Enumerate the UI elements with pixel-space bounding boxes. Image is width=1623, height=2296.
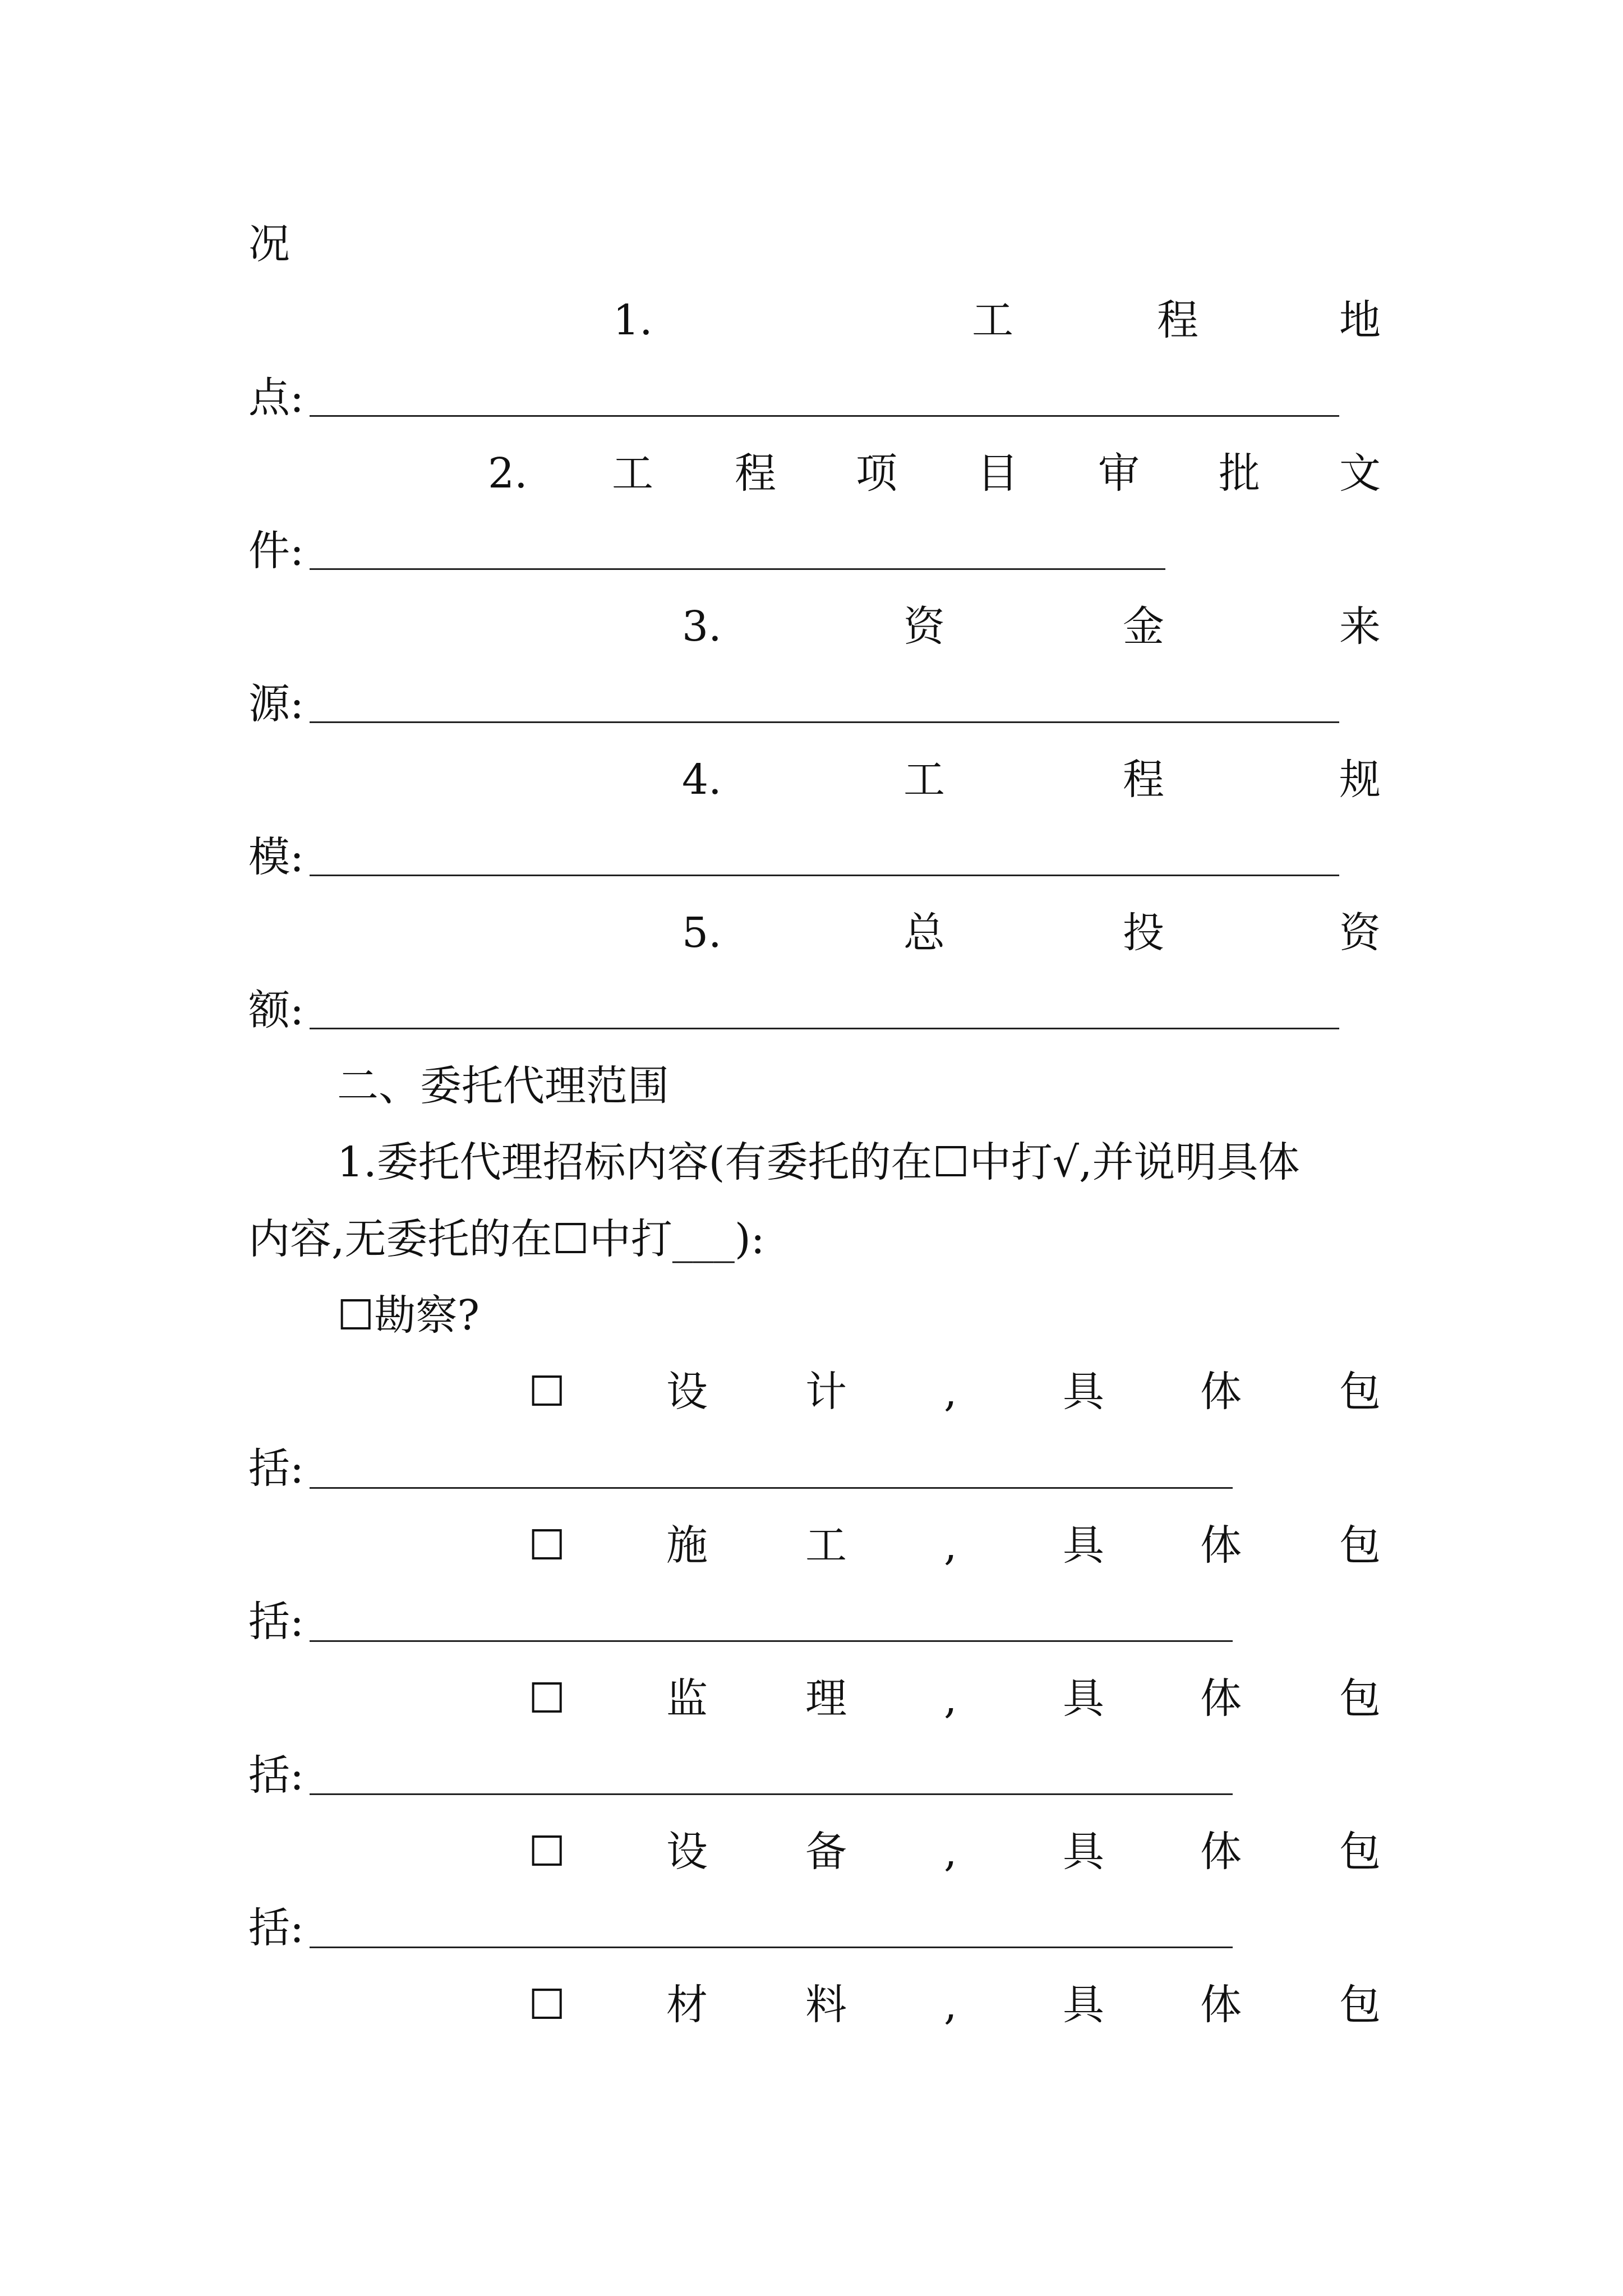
justified-char: 审 bbox=[1098, 449, 1140, 498]
paragraph-line: 1.委托代理招标内容(有委托的在☐中打√,并说明具体 bbox=[337, 1138, 1300, 1186]
justified-char: 包 bbox=[1339, 1368, 1381, 1416]
section-heading: 二、委托代理范围 bbox=[337, 1062, 669, 1110]
fill-in-blank[interactable] bbox=[310, 1487, 1233, 1489]
checkbox[interactable]: ☐ bbox=[528, 1368, 566, 1416]
item-number: 3. bbox=[682, 602, 722, 651]
fill-in-blank[interactable] bbox=[310, 415, 1339, 417]
justified-char: 包 bbox=[1339, 1521, 1381, 1570]
justified-char: 工 bbox=[903, 756, 945, 804]
justified-char: 资 bbox=[903, 602, 945, 651]
justified-char: 材 bbox=[666, 1981, 708, 2029]
justified-char: 规 bbox=[1339, 756, 1381, 804]
justified-char: 包 bbox=[1339, 1828, 1381, 1876]
justified-char: 体 bbox=[1200, 1981, 1242, 2029]
field-label: 括: bbox=[248, 1598, 304, 1646]
justified-char: 体 bbox=[1200, 1368, 1242, 1416]
justified-char: 具 bbox=[1063, 1674, 1104, 1723]
justified-char: 目 bbox=[977, 449, 1018, 498]
justified-char: 具 bbox=[1063, 1521, 1104, 1570]
justified-char: 批 bbox=[1219, 449, 1260, 498]
justified-char: 备 bbox=[805, 1828, 847, 1876]
justified-char: 设 bbox=[666, 1828, 708, 1876]
field-label: 括: bbox=[248, 1444, 304, 1493]
justified-char: 具 bbox=[1063, 1368, 1104, 1416]
justified-char: 体 bbox=[1200, 1521, 1242, 1570]
justified-char: 计 bbox=[805, 1368, 847, 1416]
justified-char: , bbox=[944, 1828, 957, 1876]
justified-char: 监 bbox=[666, 1674, 708, 1723]
justified-char: 理 bbox=[805, 1674, 847, 1723]
paragraph-line: 内容,无委托的在☐中打___): bbox=[248, 1215, 765, 1263]
justified-char: 文 bbox=[1339, 449, 1381, 498]
field-label: 模: bbox=[248, 833, 304, 881]
justified-char: 地 bbox=[1339, 296, 1381, 344]
justified-char: , bbox=[944, 1674, 957, 1723]
checkbox[interactable]: ☐ bbox=[528, 1521, 566, 1570]
justified-char: 程 bbox=[1157, 296, 1198, 344]
checkbox[interactable]: ☐ bbox=[528, 1674, 566, 1723]
justified-char: , bbox=[944, 1368, 957, 1416]
fill-in-blank[interactable] bbox=[310, 1640, 1233, 1642]
checkbox[interactable]: ☐ bbox=[528, 1828, 566, 1876]
justified-char: 具 bbox=[1063, 1828, 1104, 1876]
item-number: 5. bbox=[682, 909, 722, 957]
justified-char: 工 bbox=[805, 1521, 847, 1570]
justified-char: 设 bbox=[666, 1368, 708, 1416]
justified-char: , bbox=[944, 1521, 957, 1570]
justified-char: 总 bbox=[903, 909, 945, 957]
justified-char: 程 bbox=[1123, 756, 1164, 804]
fill-in-blank[interactable] bbox=[310, 721, 1339, 723]
fill-in-blank[interactable] bbox=[310, 875, 1339, 876]
item-number: 1. bbox=[613, 296, 653, 344]
justified-char: 资 bbox=[1339, 909, 1381, 957]
checkbox[interactable]: ☐ bbox=[528, 1981, 566, 2029]
justified-char: 工 bbox=[612, 449, 653, 498]
field-label: 源: bbox=[248, 680, 304, 728]
justified-char: 来 bbox=[1339, 602, 1381, 651]
field-label: 点: bbox=[248, 374, 304, 422]
item-number: 4. bbox=[682, 756, 722, 804]
fill-in-blank[interactable] bbox=[310, 1947, 1233, 1948]
field-label: 件: bbox=[248, 527, 304, 575]
fill-in-blank[interactable] bbox=[310, 1028, 1339, 1029]
justified-char: 施 bbox=[666, 1521, 708, 1570]
justified-char: 料 bbox=[805, 1981, 847, 2029]
justified-char: 项 bbox=[856, 449, 897, 498]
justified-char: 包 bbox=[1339, 1981, 1381, 2029]
justified-char: 投 bbox=[1123, 909, 1164, 957]
checkbox-item-kancha[interactable]: ☐勘察? bbox=[337, 1291, 480, 1340]
justified-char: 程 bbox=[735, 449, 776, 498]
justified-char: 具 bbox=[1063, 1981, 1104, 2029]
justified-char: 包 bbox=[1339, 1674, 1381, 1723]
item-number: 2. bbox=[488, 449, 528, 498]
field-label: 括: bbox=[248, 1751, 304, 1800]
text-line: 况 bbox=[248, 220, 290, 268]
justified-char: 体 bbox=[1200, 1828, 1242, 1876]
justified-char: , bbox=[944, 1981, 957, 2029]
field-label: 额: bbox=[248, 986, 304, 1034]
justified-char: 金 bbox=[1123, 602, 1164, 651]
fill-in-blank[interactable] bbox=[310, 568, 1165, 570]
justified-char: 体 bbox=[1200, 1674, 1242, 1723]
fill-in-blank[interactable] bbox=[310, 1793, 1233, 1795]
field-label: 括: bbox=[248, 1904, 304, 1952]
justified-char: 工 bbox=[972, 296, 1013, 344]
